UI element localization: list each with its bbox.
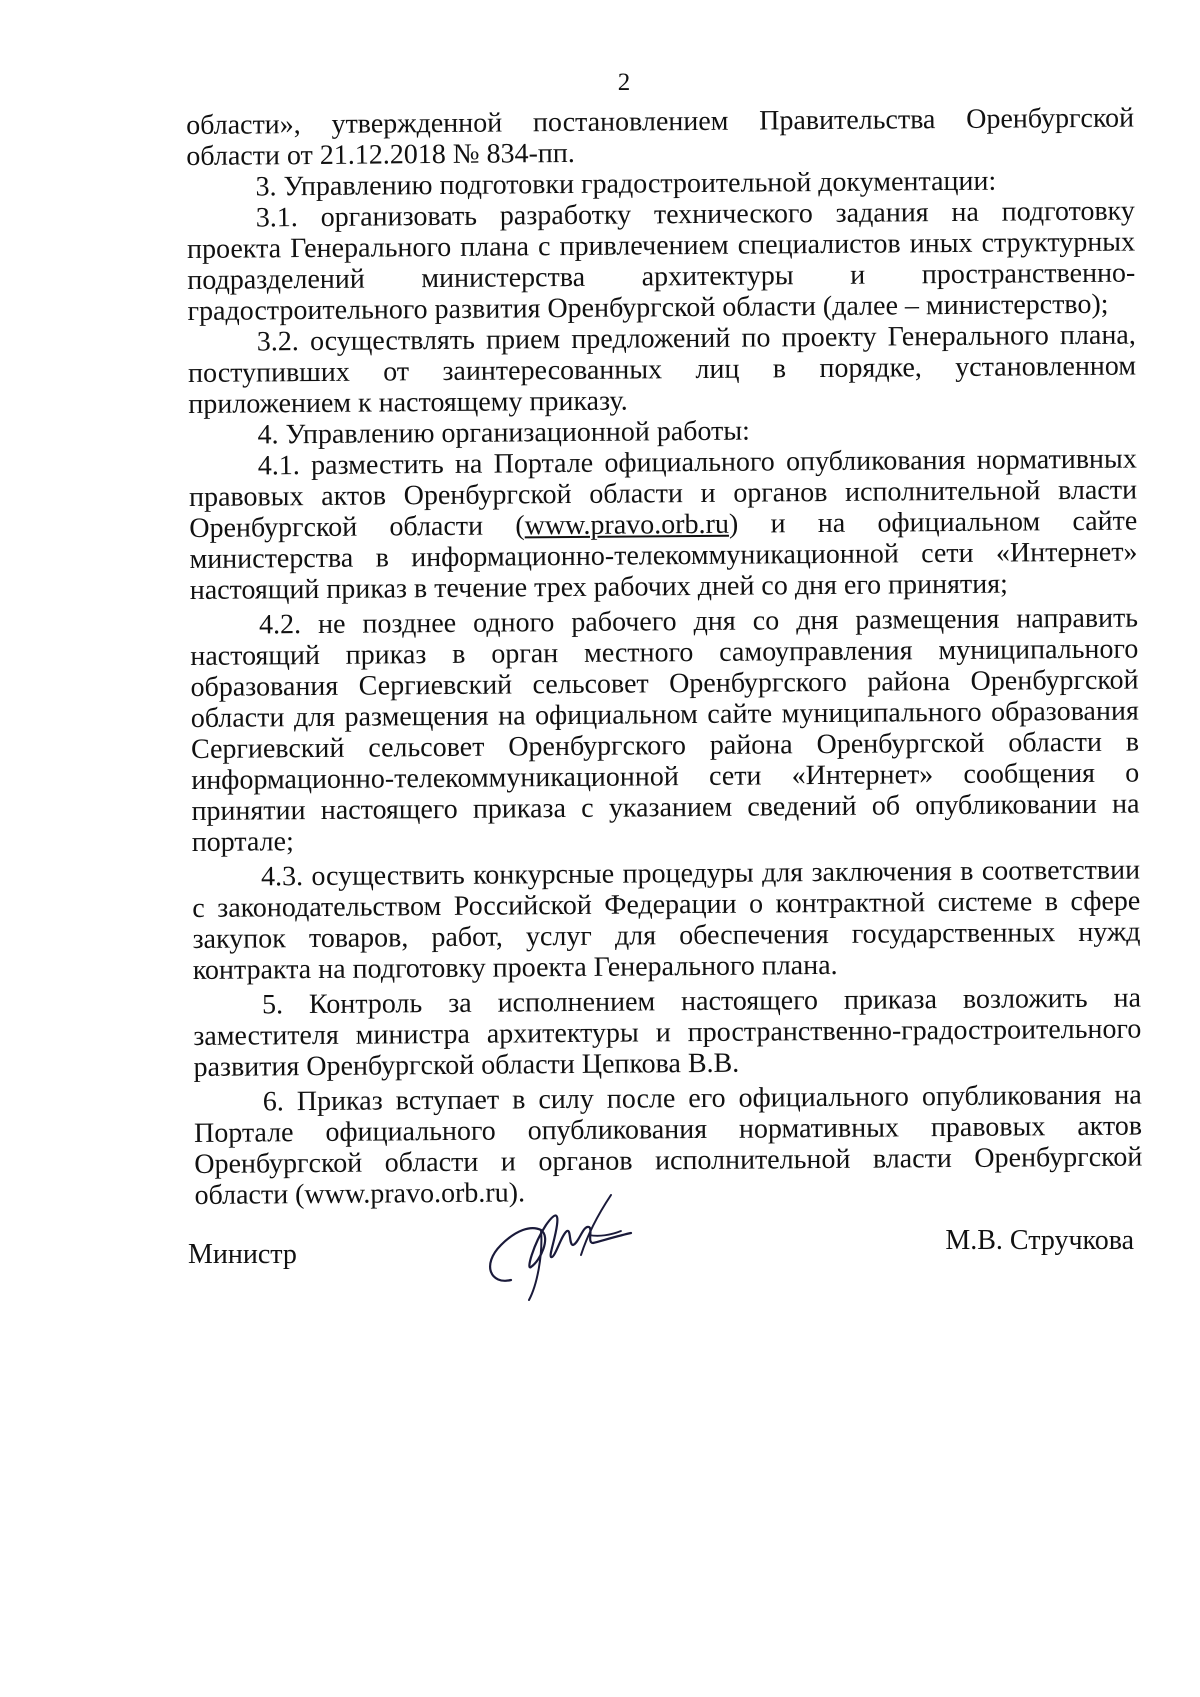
handwritten-signature xyxy=(471,1185,641,1305)
portal-url-link[interactable]: www.pravo.orb.ru xyxy=(524,508,730,542)
page-number: 2 xyxy=(617,69,631,96)
paragraph-continuation: области», утвержденной постановлением Правительства Оренбургской области от 21.12.2018 № 834-пп. xyxy=(186,102,1135,172)
order-body xyxy=(186,103,1143,1211)
paragraph-item-4-3: 4.3. осуществить конкурсные процедуры для заключения в соответствии с законодательством Российской Федерации о контрактной системе в сфере закупок товаров, работ, услуг для обеспечения государственных нужд контракта на подготовку проекта Генерального плана. xyxy=(192,854,1141,986)
paragraph-item-4: 4. Управлению организационной работы: xyxy=(257,415,751,451)
paragraph-item-6: 6. Приказ вступает в силу после его официального опубликования на Портале официального опубликования нормативных правовых актов Оренбургской области и органов исполнительной власти Оренбургской области (www.pravo.orb.ru). xyxy=(193,1079,1143,1211)
paragraph-item-3-1: 3.1. организовать разработку технического задания на подготовку проекта Генерального плана с привлечением специалистов иных структурных подразделений министерства архитектуры и пространственно-градостроительного развития Оренбургской области (далее – министерство); xyxy=(186,195,1136,327)
signer-name: М.В. Стручкова xyxy=(945,1225,1134,1256)
paragraph-item-3: 3. Управлению подготовки градостроительной документации: xyxy=(255,165,997,203)
paragraph-item-4-2: 4.2. не позднее одного рабочего дня со дня размещения направить настоящий приказ в орган местного самоуправления муниципального образования Сергиевский сельсовет Оренбургского района Оренбургской области для размещения на официальном сайте муниципального образования Сергиевский сельсовет Оренбургского района Оренбургской области в информационно-телекоммуникационной сети «Интернет» сообщения о принятии настоящего приказа с указанием сведений об опубликовании на портале; xyxy=(190,602,1140,858)
paragraph-item-4-1-text-end: ) и на официальном сайте министерства в информационно-телекоммуникационной сети «Интернет» настоящий приказ в течение трех рабочих дней со дня его принятия; xyxy=(189,505,1138,606)
paragraph-item-4-1 xyxy=(189,444,1138,606)
signature-block xyxy=(186,1225,1134,1315)
paragraph-item-3-2: 3.2. осуществлять прием предложений по проекту Генерального плана, поступивших от заинтересованных лиц в порядке, установленном приложением к настоящему приказу. xyxy=(187,319,1137,420)
signer-position: Министр xyxy=(188,1239,297,1270)
paragraph-item-5: 5. Контроль за исполнением настоящего приказа возложить на заместителя министра архитектуры и пространственно-градостроительного развития Оренбургской области Цепкова В.В. xyxy=(193,982,1142,1083)
paragraph-item-4-1-text-start: 4.1. разместить на Портале официального опубликования нормативных правовых актов Оренбургской области и органов исполнительной власти Оренбургской области ( xyxy=(188,443,1138,544)
